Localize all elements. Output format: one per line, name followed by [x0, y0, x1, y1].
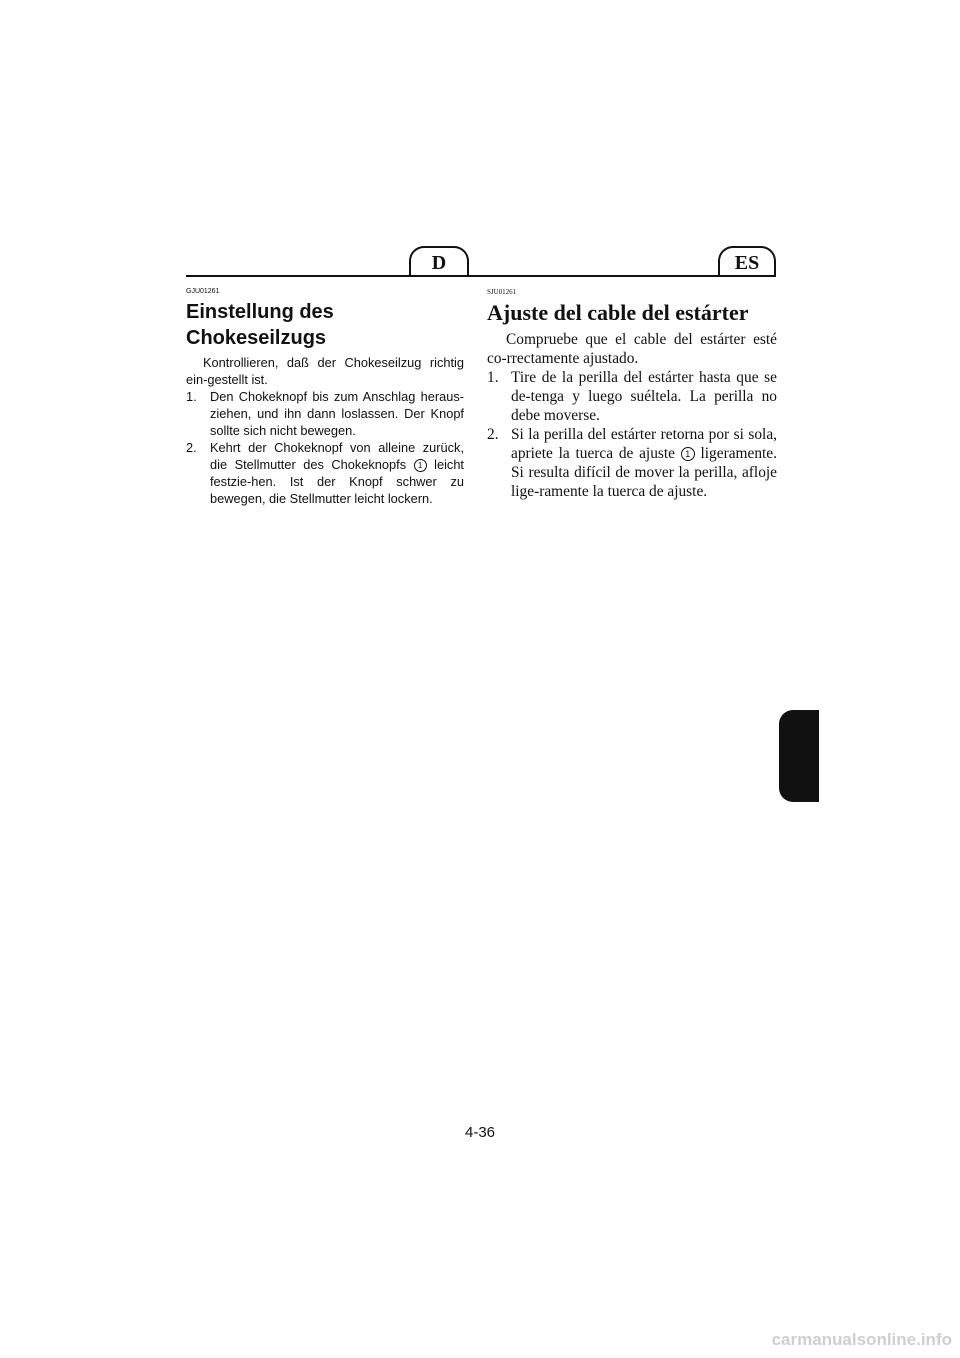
step-number: 1. [186, 389, 197, 404]
list-item [487, 368, 777, 425]
step-text: Tire de la perilla del estárter hasta que se de-tenga y luego suéltela. La perilla no debe moverse. [511, 369, 777, 424]
step-number: 1. [487, 369, 499, 386]
step-number: 2. [487, 426, 499, 443]
section-heading: Ajuste del cable del estárter [487, 300, 749, 325]
language-tab-spanish: ES [718, 246, 776, 276]
steps-list [186, 388, 464, 507]
step-text: Kehrt der Chokeknopf von alleine zurück, die Stellmutter des Chokeknopfs 1 leicht festzie-hen. Ist der Knopf schwer zu bewegen, die Stellmutter leicht lockern. [210, 440, 464, 506]
section-heading: Einstellung des Chokeseilzugs [186, 301, 334, 349]
step-text: Den Chokeknopf bis zum Anschlag heraus-ziehen, und ihn dann loslassen. Der Knopf sollte sich nicht bewegen. [210, 389, 464, 438]
callout-number: 1 [414, 459, 427, 472]
intro-paragraph: Kontrollieren, daß der Chokeseilzug richtig ein-gestellt ist. [186, 355, 464, 387]
section-thumb-tab [779, 710, 819, 802]
step-text: Si la perilla del estárter retorna por si sola, apriete la tuerca de ajuste 1 ligeramente. Si resulta difícil de mover la perilla, afloje lige-ramente la tuerca de ajuste. [511, 426, 777, 500]
intro-paragraph: Compruebe que el cable del estárter esté co-rrectamente ajustado. [487, 331, 777, 367]
steps-list [487, 368, 777, 501]
list-item [186, 439, 464, 507]
section-code: SJU01261 [487, 288, 517, 296]
step-number: 2. [186, 440, 197, 455]
german-column [186, 287, 464, 507]
page-number: 4-36 [464, 1124, 496, 1141]
section-code: GJU01261 [186, 288, 220, 295]
header-rule [186, 275, 776, 277]
list-item [487, 425, 777, 501]
list-item [186, 388, 464, 439]
spanish-column [487, 287, 777, 501]
watermark: carmanualsonline.info [771, 1330, 952, 1349]
callout-number: 1 [681, 447, 695, 461]
language-tab-german: D [409, 246, 469, 276]
